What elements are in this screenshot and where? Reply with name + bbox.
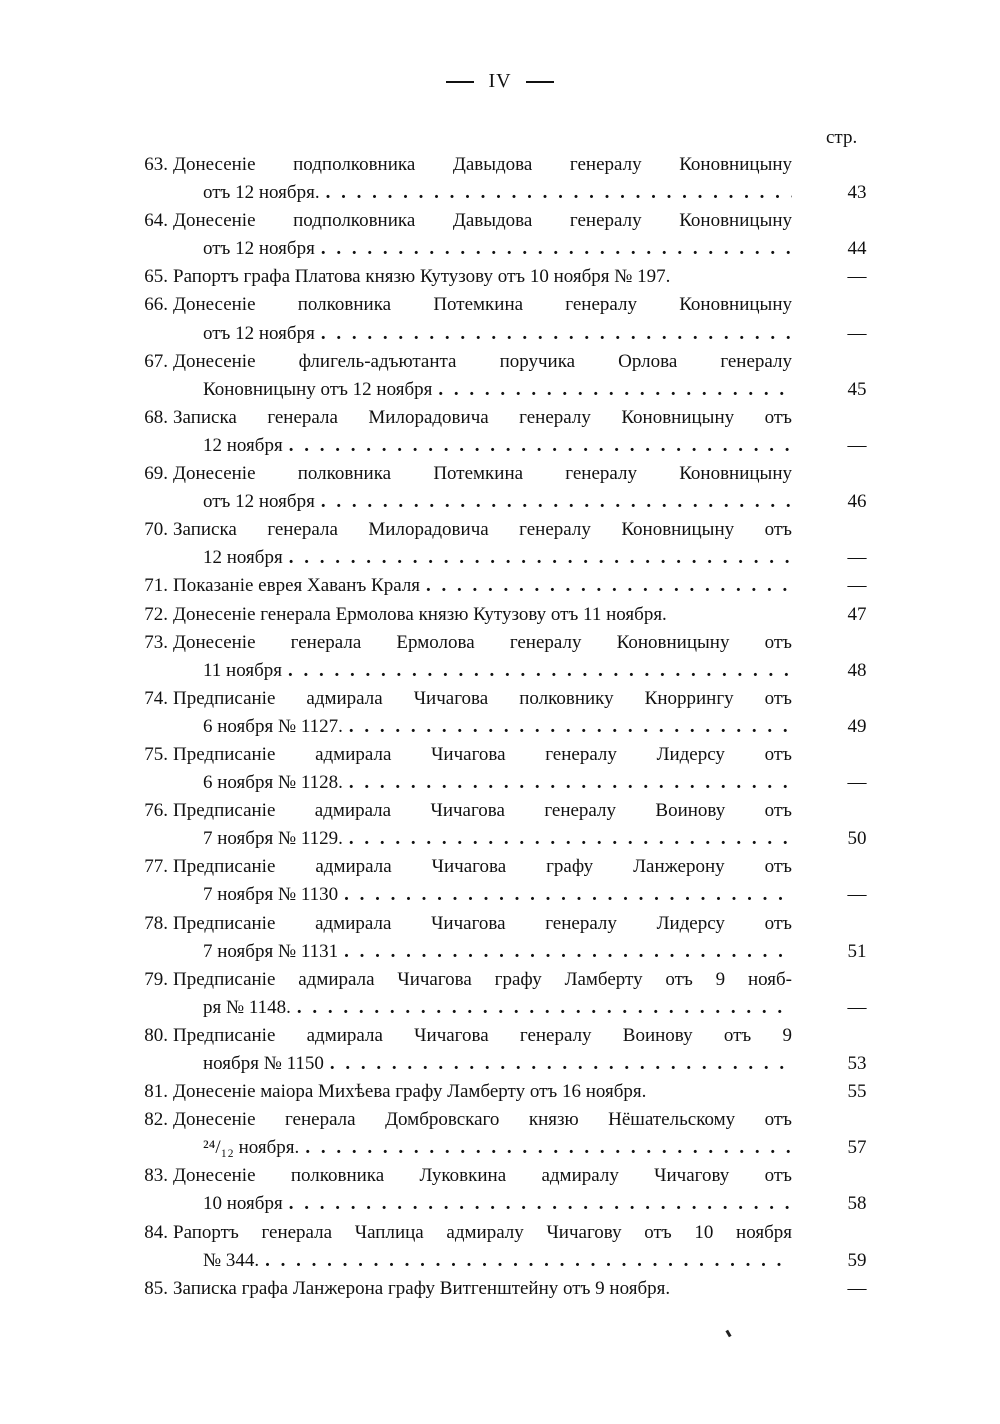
page-numeral: IV (488, 70, 512, 92)
toc-entry-line (0, 572, 1000, 600)
page-number: — (847, 996, 867, 1018)
entry-title-cont: 7 ноября № 1130 (203, 884, 339, 906)
toc-entry-line (0, 320, 1000, 348)
entry-continuation (203, 488, 792, 516)
page-number: 51 (847, 940, 867, 962)
toc-entry-line (0, 1190, 1000, 1218)
toc-entry-line (0, 1219, 1000, 1247)
entry-continuation (203, 881, 792, 909)
toc-entry-line (0, 1106, 1000, 1134)
page-number: — (847, 1277, 867, 1299)
dot-leader (283, 432, 792, 460)
entry-title-cont: 6 ноября № 1128. (203, 772, 343, 794)
entry-title-cont: отъ 12 ноября (203, 238, 315, 260)
entry-title: Предписаніе адмирала Чичагова графу Ламберту отъ 9 нояб- (173, 968, 792, 990)
page-number: 58 (847, 1193, 867, 1215)
toc-entry-line (0, 910, 1000, 938)
page-number: — (847, 266, 867, 288)
toc-entry-line (0, 994, 1000, 1022)
entry-number: 75. (144, 743, 168, 765)
entry-title: Донесеніе генерала Домбровскаго князю Нёшательскому отъ (173, 1109, 792, 1131)
dot-leader (299, 1134, 792, 1162)
dot-leader (338, 881, 792, 909)
dot-leader (343, 769, 792, 797)
entry-continuation (203, 1190, 792, 1218)
entry-number: 64. (144, 210, 168, 232)
entry-title: Донесеніе полковника Потемкина генералу Коновницыну (173, 294, 792, 316)
dash-right (526, 81, 554, 83)
dot-leader (338, 938, 792, 966)
entry-number: 82. (144, 1109, 168, 1131)
page-header (0, 70, 1000, 93)
entry-title: Предписаніе адмирала Чичагова генералу Лидерсу отъ (173, 743, 792, 765)
entry-continuation (203, 825, 792, 853)
entry-continuation (203, 938, 792, 966)
entry-title-cont: ря № 1148. (203, 996, 291, 1018)
entry-number: 69. (144, 463, 168, 485)
toc-entry-line (0, 1050, 1000, 1078)
page-number: 48 (847, 659, 867, 681)
dot-leader (324, 1050, 792, 1078)
entry-continuation (203, 713, 792, 741)
entry-number: 74. (144, 687, 168, 709)
entry-number: 77. (144, 856, 168, 878)
entry-number: 65. (144, 266, 168, 288)
dot-leader (420, 572, 792, 600)
entry-number: 76. (144, 800, 168, 822)
toc-entry-line (0, 1078, 1000, 1106)
toc-entry-line (0, 488, 1000, 516)
page-number: — (847, 884, 867, 906)
entry-number: 79. (144, 968, 168, 990)
entry-continuation (203, 769, 792, 797)
entry-continuation (203, 376, 792, 404)
toc-entry-line (0, 263, 1000, 291)
entry-title-cont: Коновницыну отъ 12 ноября (203, 378, 433, 400)
page-number: 57 (847, 1137, 867, 1159)
page-number: 45 (847, 378, 867, 400)
page-number: 55 (847, 1081, 867, 1103)
dot-leader (320, 179, 792, 207)
entry-title: Рапортъ генерала Чаплица адмиралу Чичагову отъ 10 ноября (173, 1221, 792, 1243)
entry-number: 70. (144, 519, 168, 541)
page-number: 59 (847, 1249, 867, 1271)
entry-number: 84. (144, 1221, 168, 1243)
entry-continuation (203, 432, 792, 460)
entry-title: Рапортъ графа Платова князю Кутузову отъ 10 ноября № 197. (173, 266, 671, 288)
dot-leader (343, 825, 792, 853)
stray-mark (725, 1330, 731, 1338)
toc-entry-line (0, 657, 1000, 685)
entry-title: Записка графа Ланжерона графу Витгенштейну отъ 9 ноября. (173, 1277, 671, 1299)
entry-continuation (203, 320, 792, 348)
toc-entry-line (0, 544, 1000, 572)
dash-left (446, 81, 474, 83)
entry-title-cont: ²⁴/₁₂ ноября. (203, 1137, 300, 1159)
entry-title: Показаніе еврея Хаванъ Краля (173, 575, 421, 597)
dot-leader (315, 235, 792, 263)
entry-continuation (203, 235, 792, 263)
toc-entry-line (0, 1134, 1000, 1162)
toc-entry-line (0, 966, 1000, 994)
entry-continuation (203, 1247, 792, 1275)
entry-title-cont: отъ 12 ноября (203, 491, 315, 513)
toc-entry-line (0, 235, 1000, 263)
page-number: 53 (847, 1053, 867, 1074)
entry-continuation (203, 179, 792, 207)
dot-leader (343, 713, 792, 741)
entry-title-cont: 7 ноября № 1131 (203, 940, 339, 962)
toc-entry-line (0, 207, 1000, 235)
entry-title: Донесеніе маіора Михѣева графу Ламберту отъ 16 ноября. (173, 1081, 647, 1103)
entry-number: 80. (144, 1024, 168, 1046)
toc-entry-line (0, 1275, 1000, 1303)
entry-number: 78. (144, 912, 168, 934)
entry-title: Предписаніе адмирала Чичагова генералу Воинову отъ 9 (173, 1024, 792, 1046)
entry-title: Предписаніе адмирала Чичагова генералу Лидерсу отъ (173, 912, 792, 934)
entry-title: Донесеніе флигель-адъютанта поручика Орлова генералу (173, 350, 792, 372)
toc-entry-line (0, 432, 1000, 460)
entry-title-wrap (173, 572, 792, 600)
dot-leader (283, 544, 792, 572)
toc-entry-line (0, 404, 1000, 432)
entry-continuation (203, 657, 792, 685)
dot-leader (283, 1190, 792, 1218)
dot-leader (432, 376, 792, 404)
page-number: 46 (847, 491, 867, 513)
entry-title-cont: 6 ноября № 1127. (203, 715, 343, 737)
toc-entry-line (0, 516, 1000, 544)
dot-leader (315, 488, 792, 516)
dot-leader (315, 320, 792, 348)
toc-entry-line (0, 713, 1000, 741)
toc-entry-line (0, 797, 1000, 825)
entry-title: Предписаніе адмирала Чичагова полковнику Кноррингу отъ (173, 687, 792, 709)
entry-title-cont: отъ 12 ноября (203, 322, 315, 344)
toc-entry-line (0, 825, 1000, 853)
page-number: — (847, 772, 867, 794)
entry-number: 85. (144, 1277, 168, 1299)
entry-continuation (203, 1134, 792, 1162)
toc-entry-line (0, 601, 1000, 629)
entry-number: 63. (144, 154, 168, 175)
toc-entry-line (0, 376, 1000, 404)
page-number: 50 (847, 828, 867, 850)
entry-title: Донесеніе подполковника Давыдова генералу Коновницыну (173, 210, 792, 232)
entry-title-wrap (173, 601, 792, 629)
entry-continuation (203, 994, 792, 1022)
page-number: 43 (847, 182, 867, 204)
entry-title-cont: ноября № 1150 (203, 1053, 324, 1074)
dot-leader (291, 994, 792, 1022)
entry-continuation (203, 544, 792, 572)
entry-title-cont: 12 ноября (203, 434, 283, 456)
page-number: 47 (847, 603, 867, 625)
entry-number: 68. (144, 406, 168, 428)
table-of-contents (0, 151, 1000, 1303)
entry-title-cont: 10 ноября (203, 1193, 283, 1215)
entry-continuation (203, 1050, 792, 1078)
entry-number: 66. (144, 294, 168, 316)
entry-title-cont: отъ 12 ноября. (203, 182, 320, 204)
entry-number: 72. (144, 603, 168, 625)
entry-title: Донесеніе генерала Ермолова генералу Коновницыну отъ (173, 631, 792, 653)
toc-entry-line (0, 1162, 1000, 1190)
dot-leader (259, 1247, 792, 1275)
entry-title-cont: 12 ноября (203, 547, 283, 569)
entry-number: 67. (144, 350, 168, 372)
entry-title: Донесеніе полковника Потемкина генералу Коновницыну (173, 463, 792, 485)
entry-number: 73. (144, 631, 168, 653)
toc-entry-line (0, 179, 1000, 207)
toc-entry-line (0, 151, 1000, 179)
entry-number: 71. (144, 575, 168, 597)
entry-title-cont: 7 ноября № 1129. (203, 828, 343, 850)
entry-title-cont: № 344. (203, 1249, 260, 1271)
dot-leader (282, 657, 792, 685)
toc-entry-line (0, 769, 1000, 797)
entry-title-cont: 11 ноября (203, 659, 282, 681)
toc-entry-line (0, 741, 1000, 769)
entry-title: Записка генерала Милорадовича генералу Коновницыну отъ (173, 519, 792, 541)
entry-title-wrap (173, 1275, 792, 1303)
toc-entry-line (0, 853, 1000, 881)
entry-title: Донесеніе генерала Ермолова князю Кутузову отъ 11 ноября. (173, 603, 667, 625)
entry-title-wrap (173, 263, 792, 291)
toc-entry-line (0, 348, 1000, 376)
entry-title: Записка генерала Милорадовича генералу Коновницыну отъ (173, 406, 792, 428)
entry-title: Донесеніе полковника Луковкина адмиралу Чичагову отъ (173, 1165, 792, 1187)
entry-title: Предписаніе адмирала Чичагова графу Ланжерону отъ (173, 856, 792, 878)
page-number: 44 (847, 238, 867, 260)
page-number: — (847, 547, 867, 569)
toc-entry-line (0, 938, 1000, 966)
entry-title: Донесеніе подполковника Давыдова генералу Коновницыну (173, 154, 792, 175)
entry-title-wrap (173, 1078, 792, 1106)
page-number: 49 (847, 715, 867, 737)
toc-entry-line (0, 291, 1000, 319)
page-column-label: стр. (826, 127, 858, 148)
toc-entry-line (0, 685, 1000, 713)
toc-entry-line (0, 1022, 1000, 1050)
toc-entry-line (0, 1247, 1000, 1275)
page-number: — (847, 434, 867, 456)
entry-number: 83. (144, 1165, 168, 1187)
entry-number: 81. (144, 1081, 168, 1103)
toc-entry-line (0, 629, 1000, 657)
page-number: — (847, 322, 867, 344)
entry-title: Предписаніе адмирала Чичагова генералу Воинову отъ (173, 800, 792, 822)
toc-entry-line (0, 460, 1000, 488)
toc-entry-line (0, 881, 1000, 909)
page-number: — (847, 575, 867, 597)
